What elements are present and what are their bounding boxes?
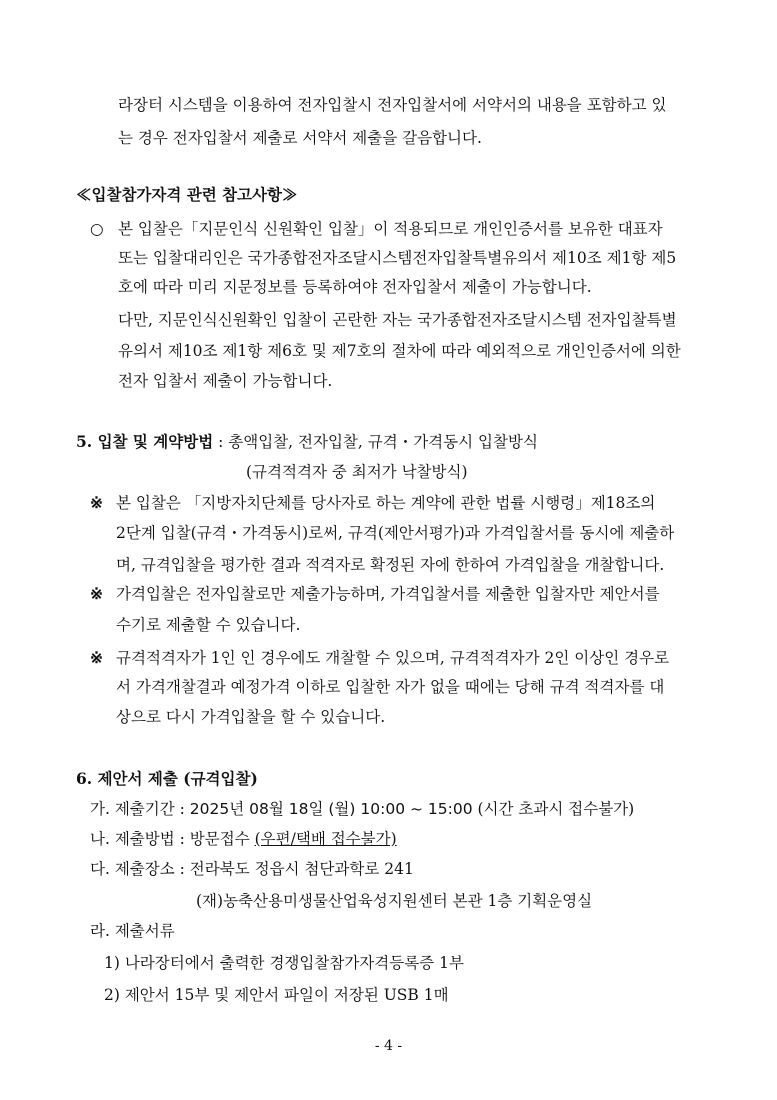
note3-line-3: 상으로 다시 가격입찰을 할 수 있습니다. <box>116 708 386 726</box>
place-line-2: (재)농축산용미생물산업육성지원센터 본관 1층 기획운영실 <box>196 892 593 910</box>
section5-heading-line <box>76 431 538 453</box>
reference-line-6: 전자 입찰서 제출이 가능합니다. <box>118 372 333 390</box>
section6-heading: 6. 제안서 제출 (규격입찰) <box>76 769 258 788</box>
reference-line-2: 또는 입찰대리인은 국가종합전자조달시스템전자입찰특별유의서 제10조 제1항 제5 <box>118 249 677 267</box>
note1-line-1: 본 입찰은 「지방자치단체를 당사자로 하는 계약에 관한 법률 시행령」제18조의 <box>116 494 656 512</box>
note1-line-2: 2단계 입찰(규격・가격동시)로써, 규격(제안서평가)과 가격입찰서를 동시에 제출하 <box>116 524 675 542</box>
docs-label: 라. 제출서류 <box>90 922 175 940</box>
method-label: 나. 제출방법 : 방문접수 <box>90 830 255 848</box>
reference-line-3: 호에 따라 미리 지문정보를 등록하여야 전자입찰서 제출이 가능합니다. <box>118 278 592 296</box>
reference-heading: ≪입찰참가자격 관련 참고사항≫ <box>76 185 298 204</box>
section5-heading: 5. 입찰 및 계약방법 <box>76 432 214 451</box>
intro-line-2: 는 경우 전자입찰서 제출로 서약서 제출을 갈음합니다. <box>118 129 482 147</box>
period-line <box>90 798 634 820</box>
note-mark-3: ※ <box>90 648 103 667</box>
reference-line-1: 본 입찰은「지문인식 신원확인 입찰」이 적용되므로 개인인증서를 보유한 대표자 <box>118 220 663 238</box>
period-label: 가. 제출기간 : <box>90 800 190 818</box>
note-mark-2: ※ <box>90 584 103 603</box>
section5-heading-rest: : 총액입찰, 전자입찰, 규격・가격동시 입찰방식 <box>213 433 538 451</box>
note2-line-2: 수기로 제출할 수 있습니다. <box>116 616 301 634</box>
period-value: 2025년 08월 18일 (월) 10:00 ~ 15:00 <box>189 800 473 818</box>
note1-line-3: 며, 규격입찰을 평가한 결과 적격자로 확정된 자에 한하여 가격입찰을 개찰합니다. <box>116 556 665 574</box>
note3-line-1: 규격적격자가 1인 인 경우에도 개찰할 수 있으며, 규격적격자가 2인 이상인 경우로 <box>116 649 670 667</box>
reference-bullet: ○ <box>90 220 104 238</box>
docs-item-2: 2) 제안서 15부 및 제안서 파일이 저장된 USB 1매 <box>104 986 449 1004</box>
reference-line-5: 유의서 제10조 제1항 제6호 및 제7호의 절차에 따라 예외적으로 개인인증서에 의한 <box>118 342 681 360</box>
section5-subline: (규격적격자 중 최저가 낙찰방식) <box>246 463 468 481</box>
method-note: (우편/택배 접수불가) <box>254 830 397 848</box>
method-line <box>90 828 397 850</box>
note2-line-1: 가격입찰은 전자입찰로만 제출가능하며, 가격입찰서를 제출한 입찰자만 제안서를 <box>116 585 660 603</box>
place-line-1: 다. 제출장소 : 전라북도 정읍시 첨단과학로 241 <box>90 860 414 878</box>
note3-line-2: 서 가격개찰결과 예정가격 이하로 입찰한 자가 없을 때에는 당해 규격 적격자를 대 <box>116 678 665 696</box>
page-number: - 4 - <box>374 1038 403 1054</box>
intro-line-1: 라장터 시스템을 이용하여 전자입찰시 전자입찰서에 서약서의 내용을 포함하고 있 <box>118 96 667 114</box>
docs-item-1: 1) 나라장터에서 출력한 경쟁입찰참가자격등록증 1부 <box>104 954 464 972</box>
period-note: (시간 초과시 접수불가) <box>472 800 635 818</box>
note-mark-1: ※ <box>90 493 103 512</box>
reference-line-4: 다만, 지문인식신원확인 입찰이 곤란한 자는 국가종합전자조달시스템 전자입찰특별 <box>118 311 677 329</box>
